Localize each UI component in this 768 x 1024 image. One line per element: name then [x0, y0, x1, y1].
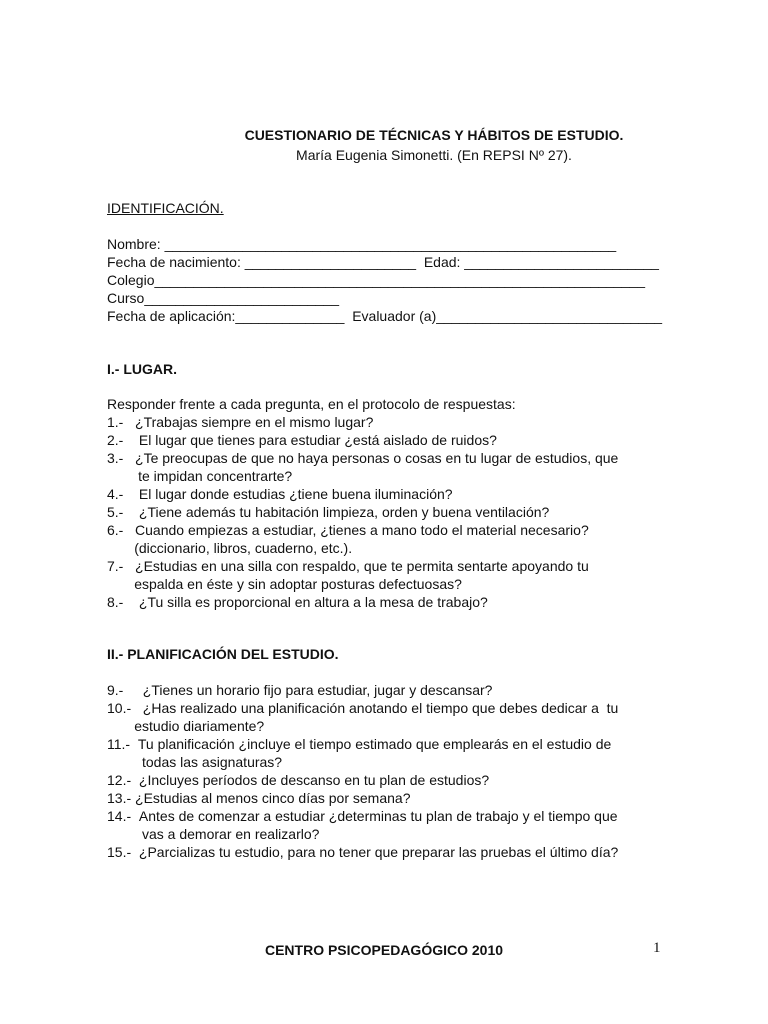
- question-text-continuation: espalda en éste y sin adoptar posturas defectuosas?: [107, 576, 462, 592]
- question-number: 12.-: [107, 772, 139, 788]
- section-2-questions: [107, 681, 707, 861]
- question-number: 1.-: [107, 414, 136, 430]
- question-item: [107, 593, 707, 611]
- question-number: 13.-: [107, 790, 136, 806]
- question-number: 6.-: [107, 522, 136, 538]
- identification-fields: [107, 235, 707, 325]
- question-text: ¿Incluyes períodos de descanso en tu plan de estudios?: [138, 772, 490, 788]
- section-1-intro: Responder frente a cada pregunta, en el protocolo de respuestas:: [107, 396, 516, 412]
- question-item: [107, 503, 707, 521]
- question-text: El lugar que tienes para estudiar ¿está aislado de ruidos?: [138, 432, 497, 448]
- question-item: [107, 735, 707, 753]
- question-number: 9.-: [107, 682, 143, 698]
- question-item: [107, 807, 707, 825]
- question-item: [107, 789, 707, 807]
- question-text-continuation: (diccionario, libros, cuaderno, etc.).: [107, 540, 353, 556]
- question-text: ¿Tienes un horario fijo para estudiar, jugar y descansar?: [142, 682, 493, 698]
- footer-center: CENTRO PSICOPEDAGÓGICO 2010: [264, 942, 504, 958]
- question-text-continuation: estudio diariamente?: [107, 718, 265, 734]
- question-text: ¿Tiene además tu habitación limpieza, orden y buena ventilación?: [138, 504, 550, 520]
- question-item: [107, 431, 707, 449]
- question-text-continuation: vas a demorar en realizarlo?: [107, 826, 320, 842]
- question-item: [107, 699, 707, 717]
- question-number: 14.-: [107, 808, 139, 824]
- page-number: 1: [653, 940, 661, 956]
- question-text: ¿Tu silla es proporcional en altura a la mesa de trabajo?: [138, 594, 488, 610]
- question-item: [107, 771, 707, 789]
- question-text: Antes de comenzar a estudiar ¿determinas tu plan de trabajo y el tiempo que: [138, 808, 618, 824]
- question-text: ¿Te preocupas de que no haya personas o cosas en tu lugar de estudios, que: [135, 450, 619, 466]
- school-field[interactable]: Colegio_______________________________________________________________: [107, 272, 646, 288]
- identification-heading: IDENTIFICACIÓN.: [107, 200, 224, 216]
- question-text: ¿Parcializas tu estudio, para no tener que preparar las pruebas el último día?: [138, 844, 619, 860]
- question-text: ¿Trabajas siempre en el mismo lugar?: [135, 414, 374, 430]
- question-number: 10.-: [107, 700, 143, 716]
- question-item: [107, 449, 707, 467]
- document-subtitle: María Eugenia Simonetti. (En REPSI Nº 27).: [296, 147, 572, 163]
- question-item: [107, 681, 707, 699]
- section-1-heading: I.- LUGAR.: [107, 361, 177, 377]
- question-text: ¿Estudias en una silla con respaldo, que te permita sentarte apoyando tu: [135, 558, 589, 574]
- question-text-continuation: te impidan concentrarte?: [107, 468, 293, 484]
- question-number: 11.-: [107, 736, 138, 752]
- question-item: [107, 413, 707, 431]
- question-text: ¿Has realizado una planificación anotando el tiempo que debes dedicar a tu: [142, 700, 619, 716]
- question-text: Tu planificación ¿incluye el tiempo estimado que emplearás en el estudio de: [137, 736, 612, 752]
- section-2-heading: II.- PLANIFICACIÓN DEL ESTUDIO.: [107, 646, 339, 662]
- question-number: 7.-: [107, 558, 136, 574]
- question-text: Cuando empiezas a estudiar, ¿tienes a mano todo el material necesario?: [135, 522, 589, 538]
- question-number: 2.-: [107, 432, 139, 448]
- birthdate-age-field[interactable]: Fecha de nacimiento: ______________________ Edad: _________________________: [107, 254, 659, 270]
- course-field[interactable]: Curso_________________________: [107, 290, 339, 306]
- question-number: 4.-: [107, 486, 139, 502]
- name-field[interactable]: Nombre: __________________________________________________________: [107, 236, 617, 252]
- document-title: CUESTIONARIO DE TÉCNICAS Y HÁBITOS DE ESTUDIO.: [244, 127, 624, 143]
- question-number: 3.-: [107, 450, 136, 466]
- question-number: 15.-: [107, 844, 139, 860]
- question-item: [107, 557, 707, 575]
- question-number: 5.-: [107, 504, 139, 520]
- question-number: 8.-: [107, 594, 139, 610]
- question-text: ¿Estudias al menos cinco días por semana?: [135, 790, 411, 806]
- question-text: El lugar donde estudias ¿tiene buena iluminación?: [138, 486, 453, 502]
- question-item: [107, 485, 707, 503]
- question-text-continuation: todas las asignaturas?: [107, 754, 283, 770]
- section-1-questions: [107, 395, 707, 611]
- question-item: [107, 521, 707, 539]
- application-date-evaluator-field[interactable]: Fecha de aplicación:______________ Evaluador (a)_____________________________: [107, 308, 663, 324]
- question-item: [107, 843, 707, 861]
